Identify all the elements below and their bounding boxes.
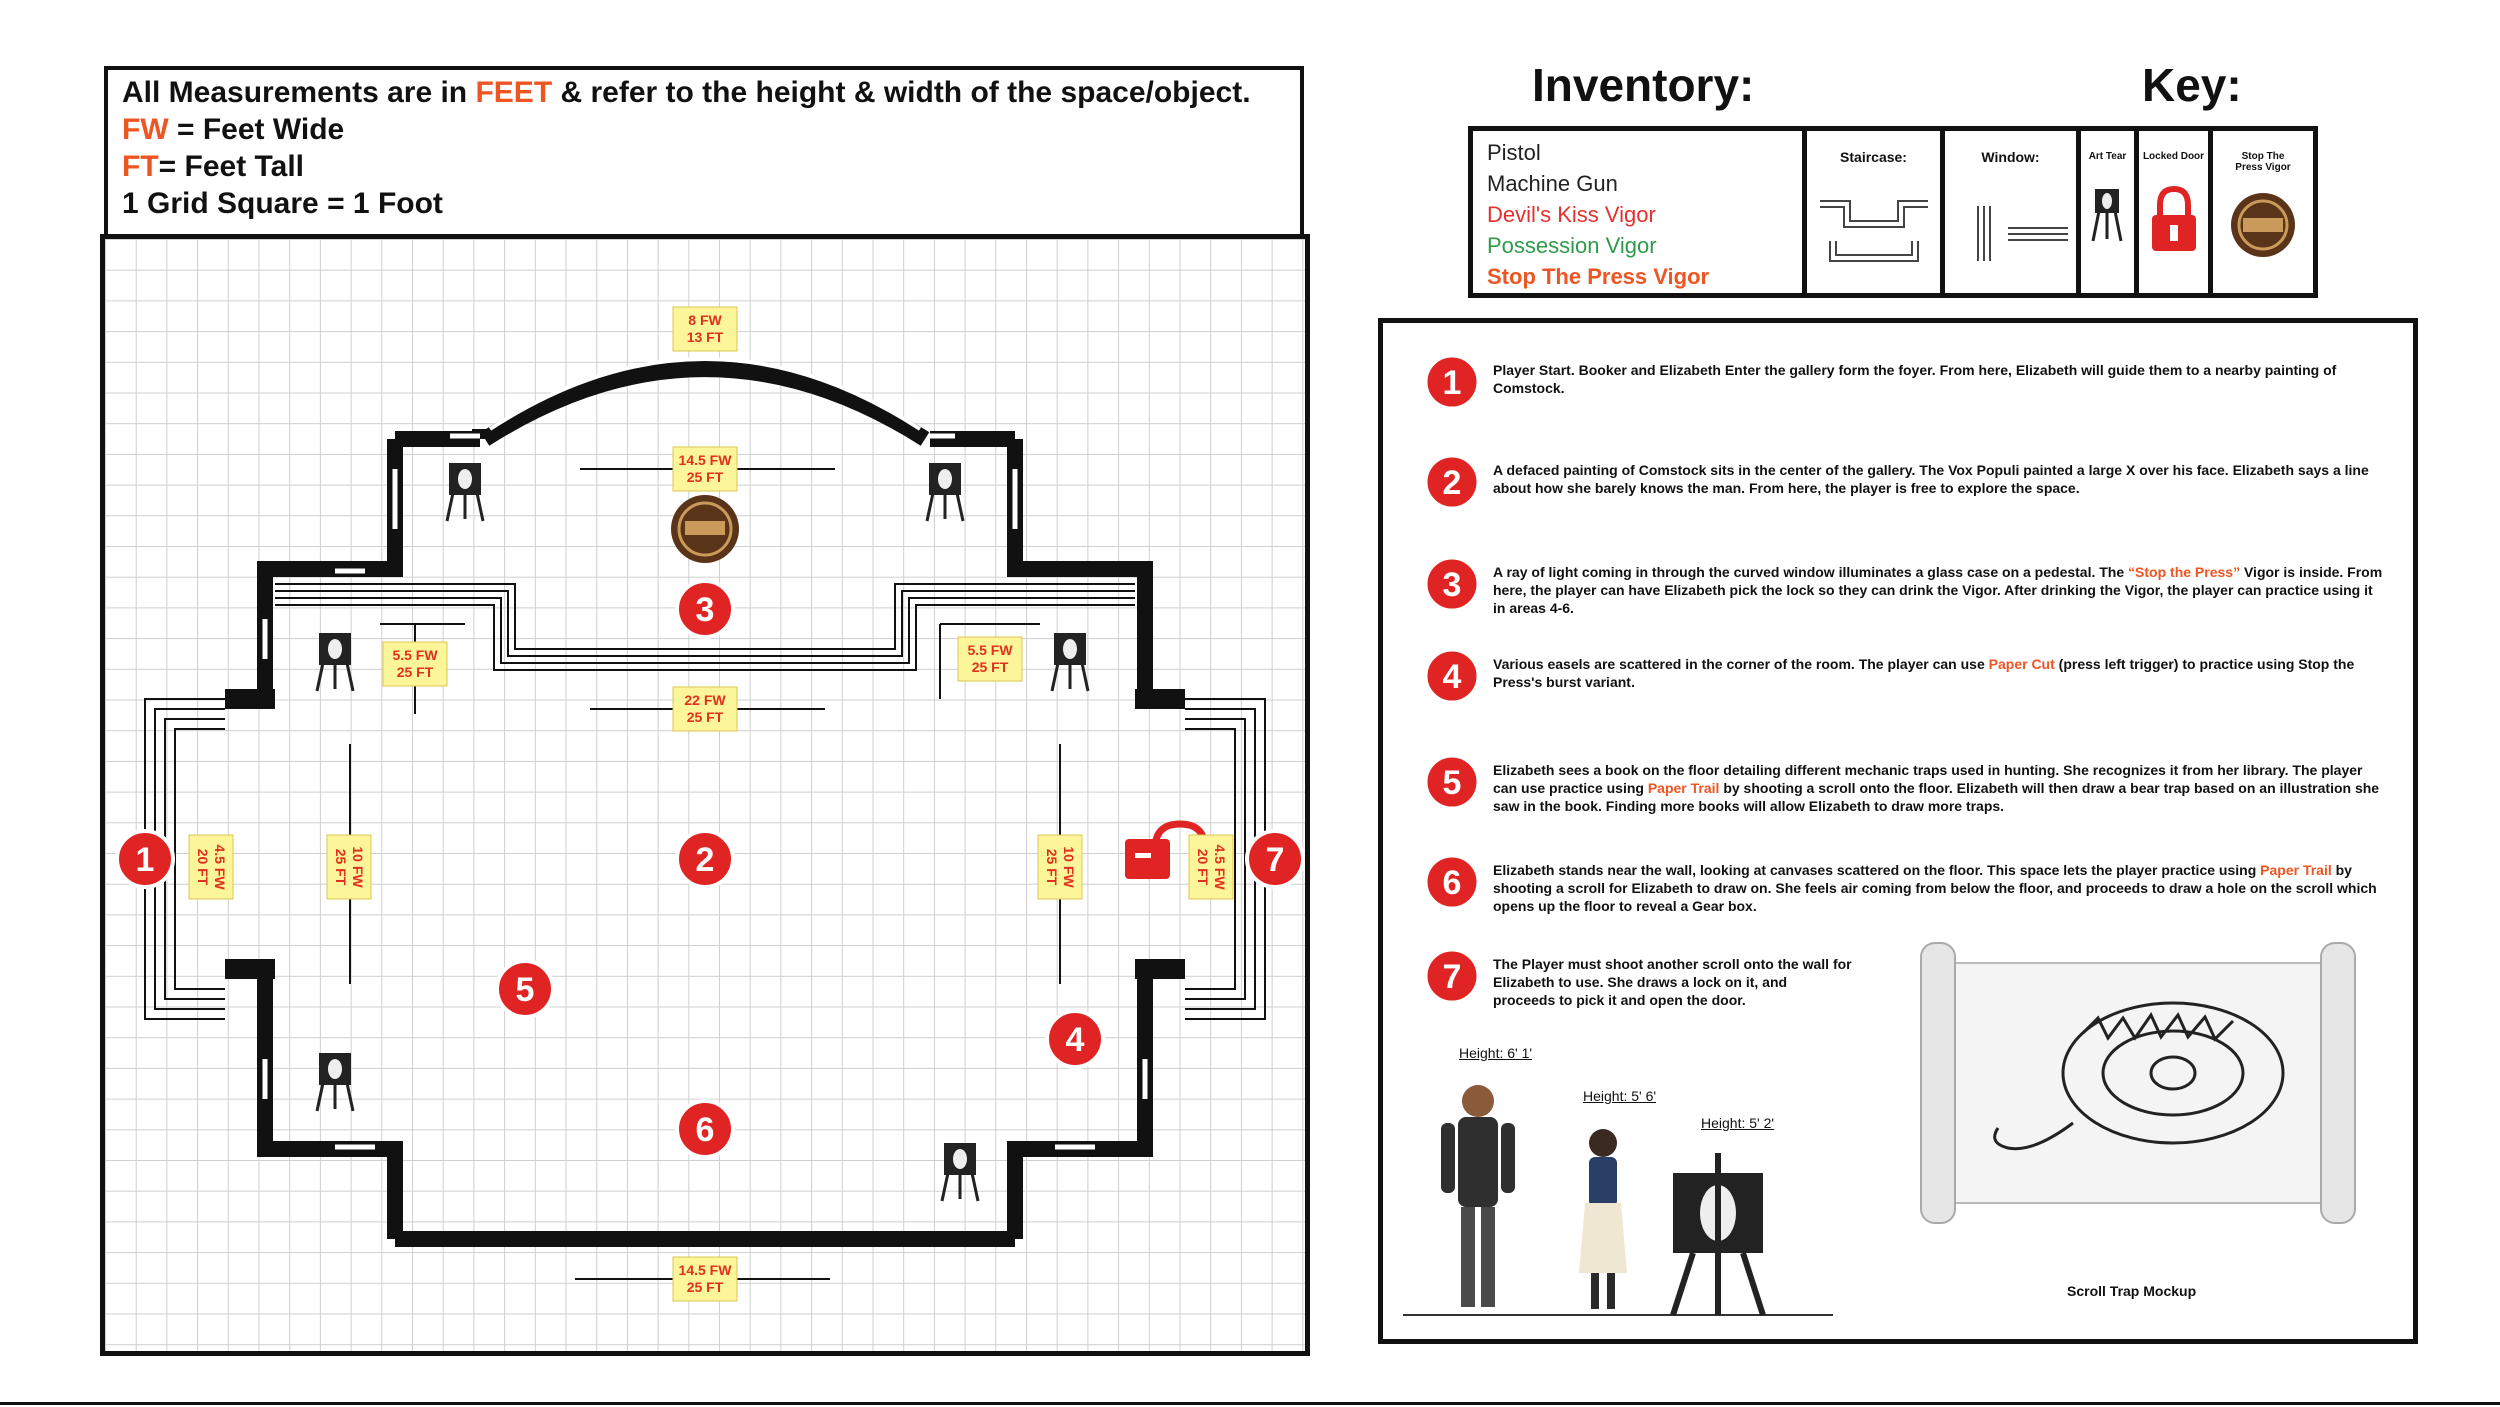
area-marker-5 — [497, 961, 553, 1017]
step-badge-number: 2 — [1442, 464, 1462, 502]
step-text: The Player must shoot another scroll onto the wall for Elizabeth to use. She draws a lock on it, and proceeds to pick it and open the door. — [1493, 956, 1852, 1008]
dimension-label-right-stage — [958, 637, 1022, 681]
easel-figure — [1673, 1153, 1763, 1315]
key-window-label: Window: — [1981, 149, 2040, 165]
key-vigor — [2213, 131, 2313, 293]
step-text-pre: A ray of light coming in through the curved window illuminates a glass case on a pedestal. The — [1493, 564, 2129, 580]
staircase-icon — [1810, 181, 1938, 271]
scroll-trap-caption: Scroll Trap Mockup — [2067, 1283, 2197, 1299]
area-descriptions — [1378, 318, 2418, 1344]
area-marker-number: 4 — [1065, 1021, 1085, 1059]
dimension-label-text: 20 FT — [1195, 848, 1211, 886]
dimension-label-text: 25 FT — [396, 664, 434, 680]
step-text — [1493, 563, 2383, 617]
feet-highlight: FEET — [475, 76, 553, 109]
scroll-trap-mockup — [1903, 933, 2373, 1233]
dimension-label-text: 5.5 FW — [967, 642, 1013, 658]
inventory-list — [1473, 131, 1807, 293]
dimension-label-text: 25 FT — [686, 709, 724, 725]
step-text — [1493, 655, 2383, 691]
step-badge — [1423, 853, 1481, 911]
level-map — [100, 234, 1310, 1356]
booker-height-label: Height: 6' 1' — [1459, 1045, 1533, 1061]
inventory-key-box — [1468, 126, 2318, 298]
fw-text: = Feet Wide — [168, 113, 345, 146]
dimension-label-bottom-span — [673, 1257, 737, 1301]
step-text-post: by shooting a scroll for Elizabeth to draw on. She feels air coming from below the floor, and proceeds to draw a hole on the scroll which opens up the floor to reveal a Gear box. — [1493, 862, 2377, 914]
step-text-post: Vigor is inside. From here, the player can have Elizabeth pick the lock so they can drink the Vigor. After drinking the Vigor, the player can practice using it in areas 4-6. — [1493, 564, 2383, 616]
vigor-pedestal-icon — [671, 495, 739, 563]
dimension-label-left-door — [189, 835, 233, 899]
step-text-pre: Various easels are scattered in the corner of the room. The player can use — [1493, 656, 1989, 672]
dimension-label-left-stage — [383, 642, 447, 686]
dimension-label-right-inner — [1038, 835, 1082, 899]
area-marker-6 — [677, 1101, 733, 1157]
key-staircase-label: Staircase: — [1840, 149, 1907, 165]
dimension-label-text: 10 FW — [1061, 846, 1077, 888]
area-marker-4 — [1047, 1011, 1103, 1067]
easel-icon — [2083, 181, 2131, 261]
step-badge — [1423, 753, 1481, 811]
fw-definition — [122, 111, 1286, 148]
dimension-label-text: 5.5 FW — [392, 647, 438, 663]
dimension-label-left-inner — [327, 835, 371, 899]
area-marker-number: 7 — [1265, 841, 1285, 879]
map-canvas — [105, 239, 1305, 1351]
area-marker-7 — [1247, 831, 1303, 887]
inventory-item: Devil's Kiss Vigor — [1487, 202, 1656, 227]
vigor-icon — [2218, 189, 2308, 269]
dimension-label-text: 25 FT — [333, 848, 349, 886]
booker-figure — [1441, 1085, 1515, 1307]
dimension-label-top-room — [673, 447, 737, 491]
key-title: Key: — [2142, 59, 2242, 111]
ft-definition — [122, 148, 1286, 185]
area-marker-number: 1 — [135, 841, 155, 879]
inventory-item: Possession Vigor — [1487, 233, 1657, 258]
inventory-title: Inventory: — [1532, 59, 1755, 111]
step-text-highlight: Paper Trail — [2260, 862, 2332, 878]
step-text: A defaced painting of Comstock sits in the center of the gallery. The Vox Populi painted a large X over his face. Elizabeth says a line about how she barely knows the man. From here, the player is free to explore the space. — [1493, 462, 2369, 496]
dimension-label-text: 13 FT — [686, 329, 724, 345]
dimension-label-text: 14.5 FW — [678, 1262, 732, 1278]
inventory-item: Stop The Press Vigor — [1487, 264, 1710, 289]
area-marker-1 — [117, 831, 173, 887]
height-comparison — [1403, 1063, 1843, 1323]
step-badge-number: 3 — [1442, 566, 1462, 604]
elizabeth-height-label: Height: 5' 6' — [1583, 1088, 1657, 1104]
dimension-label-text: 20 FT — [195, 848, 211, 886]
key-window — [1945, 131, 2081, 293]
window-icon — [1948, 186, 2074, 276]
measurement-legend — [104, 66, 1304, 234]
page-bottom-rule — [0, 1402, 2500, 1405]
key-locked-door-label: Locked Door — [2142, 151, 2205, 162]
step-badge-number: 7 — [1442, 958, 1462, 996]
dimension-label-text: 8 FW — [688, 312, 722, 328]
key-art-tear-label: Art Tear — [2088, 151, 2127, 162]
dimension-label-center-span — [673, 687, 737, 731]
easel-height-label: Height: 5' 2' — [1701, 1115, 1775, 1131]
dimension-label-text: 10 FW — [350, 846, 366, 888]
area-marker-number: 3 — [695, 591, 715, 629]
lock-icon — [2142, 181, 2206, 261]
dimension-label-text: 14.5 FW — [678, 452, 732, 468]
dimension-label-top-window — [673, 307, 737, 351]
dimension-label-text: 25 FT — [971, 659, 1009, 675]
measurement-note-text: All Measurements are in — [122, 76, 476, 109]
dimension-label-text: 4.5 FW — [1212, 844, 1228, 890]
step-badge-number: 4 — [1442, 658, 1462, 696]
key-staircase — [1807, 131, 1945, 293]
area-marker-number: 6 — [695, 1111, 715, 1149]
key-art-tear — [2081, 131, 2139, 293]
step-text-highlight: “Stop the Press” — [2128, 564, 2241, 580]
step-text-pre: Elizabeth stands near the wall, looking at canvases scattered on the floor. This space lets the player practice using — [1493, 862, 2261, 878]
inventory-item: Pistol — [1487, 140, 1541, 165]
step-badge — [1423, 555, 1481, 613]
dimension-label-text: 25 FT — [686, 469, 724, 485]
dimension-label-text: 22 FW — [684, 692, 726, 708]
area-marker-3 — [677, 581, 733, 637]
key-vigor-label: Stop The Press Vigor — [2235, 151, 2291, 173]
ft-abbr: FT — [122, 150, 159, 183]
grid-definition: 1 Grid Square = 1 Foot — [122, 187, 443, 220]
ft-text: = Feet Tall — [158, 150, 304, 183]
step-badge — [1423, 947, 1481, 1005]
measurement-note — [122, 74, 1286, 111]
step-badge — [1423, 453, 1481, 511]
step-text — [1493, 861, 2383, 915]
fw-abbr: FW — [122, 113, 169, 146]
step-text — [1493, 761, 2383, 815]
dimension-label-right-door — [1189, 835, 1233, 899]
step-text-highlight: Paper Trail — [1647, 780, 1720, 796]
key-locked-door — [2139, 131, 2213, 293]
step-text-highlight: Paper Cut — [1988, 656, 2055, 672]
step-text-pre: Elizabeth sees a book on the floor detailing different mechanic traps used in hunting. She recognizes it from her library. The player can use practice using — [1493, 762, 2363, 796]
step-badge — [1423, 353, 1481, 411]
step-text: Player Start. Booker and Elizabeth Enter the gallery form the foyer. From here, Elizabeth will guide them to a nearby painting of Comstock. — [1493, 362, 2337, 396]
dimension-label-text: 25 FT — [686, 1279, 724, 1295]
elizabeth-figure — [1579, 1129, 1627, 1309]
measurement-note-tail: & refer to the height & width of the space/object. — [552, 76, 1251, 109]
step-badge-number: 6 — [1442, 864, 1462, 902]
area-marker-2 — [677, 831, 733, 887]
map-grid — [105, 239, 1305, 1351]
area-marker-number: 2 — [695, 841, 715, 879]
inventory-item: Machine Gun — [1487, 171, 1618, 196]
area-marker-number: 5 — [515, 971, 535, 1009]
step-badge-number: 1 — [1442, 364, 1462, 402]
dimension-label-text: 4.5 FW — [212, 844, 228, 890]
step-badge — [1423, 647, 1481, 705]
step-text-post: by shooting a scroll onto the floor. Elizabeth will then draw a bear trap based on an illustration she saw in the book. Finding more books will allow Elizabeth to draw more traps. — [1493, 780, 2380, 814]
step-text-post: (press left trigger) to practice using Stop the Press's burst variant. — [1493, 656, 2355, 690]
step-badge-number: 5 — [1442, 764, 1462, 802]
dimension-label-text: 25 FT — [1044, 848, 1060, 886]
